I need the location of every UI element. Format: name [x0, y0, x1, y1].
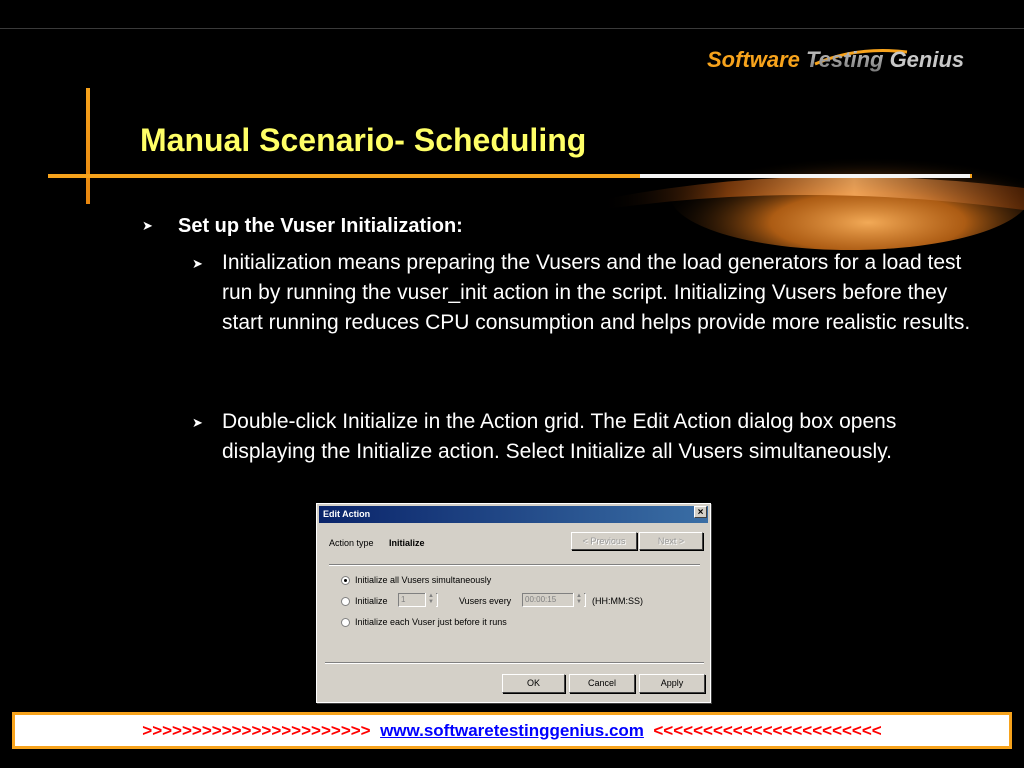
footer-suffix-arrows: <<<<<<<<<<<<<<<<<<<<<<<: [653, 721, 882, 740]
next-button[interactable]: Next >: [639, 532, 703, 550]
radio-initialize-gradual[interactable]: [341, 597, 350, 606]
vusers-every-label: Vusers every: [459, 596, 512, 606]
spin-down-icon[interactable]: ▼: [428, 599, 434, 605]
option-initialize-all-label: Initialize all Vusers simultaneously: [355, 575, 492, 585]
action-type-label: Action type: [329, 538, 374, 548]
brand-logo: [707, 42, 1012, 82]
dialog-title-bar[interactable]: [319, 506, 708, 523]
option-initialize-each-label: Initialize each Vuser just before it runs: [355, 617, 507, 627]
radio-initialize-all[interactable]: [341, 576, 350, 585]
spin-down-icon[interactable]: ▼: [576, 599, 582, 605]
radio-initialize-each[interactable]: [341, 618, 350, 627]
title-underline-highlight: [640, 174, 970, 178]
dialog-title: Edit Action: [323, 509, 371, 519]
logo-text-genius: Genius: [883, 47, 965, 72]
svg-text:Software Testing Genius: [707, 47, 964, 72]
footer-website-link[interactable]: www.softwaretestinggenius.com: [380, 721, 644, 740]
footer-banner: [12, 712, 1012, 749]
spin-up-icon[interactable]: ▲: [428, 593, 434, 599]
bullet-initialization-description: Initialization means preparing the Vusers and the load generators for a load test run by running the vuser_init action in the script. Initializing Vusers before they start running reduces CPU consumption and helps provide more realistic results.: [222, 251, 971, 334]
bullet-vuser-initialization: Set up the Vuser Initialization:: [178, 215, 463, 237]
interval-input[interactable]: 00:00:15: [522, 593, 586, 607]
interval-spinner[interactable]: [573, 593, 584, 607]
top-divider: [0, 28, 1024, 29]
vuser-count-input[interactable]: 1: [398, 593, 438, 607]
decorative-swoosh: [600, 70, 1024, 260]
footer-prefix-arrows: >>>>>>>>>>>>>>>>>>>>>>>: [142, 721, 371, 740]
previous-button[interactable]: < Previous: [571, 532, 637, 550]
chevron-right-icon: ➤: [192, 256, 203, 271]
ok-button[interactable]: OK: [502, 674, 565, 693]
bullet-double-click-instructions: Double-click Initialize in the Action grid. The Edit Action dialog box opens displaying the Initialize action. Select Initialize all Vusers simultaneously.: [222, 410, 897, 463]
action-type-value: Initialize: [389, 538, 425, 548]
cancel-button[interactable]: Cancel: [569, 674, 635, 693]
edit-action-dialog: [316, 503, 711, 703]
dialog-separator: [325, 662, 704, 664]
spin-up-icon[interactable]: ▲: [576, 593, 582, 599]
close-icon[interactable]: ×: [694, 506, 707, 518]
apply-button[interactable]: Apply: [639, 674, 705, 693]
logo-text-software: Software: [707, 47, 807, 72]
vuser-count-spinner[interactable]: [425, 593, 436, 607]
accent-vertical-bar: [86, 88, 90, 204]
interval-format-label: (HH:MM:SS): [592, 596, 643, 606]
footer-text: [15, 715, 1009, 746]
option-initialize-label: Initialize: [355, 596, 388, 606]
chevron-right-icon: ➤: [192, 415, 203, 430]
chevron-right-icon: ➤: [142, 218, 153, 233]
slide-title: Manual Scenario- Scheduling: [140, 122, 587, 158]
logo-text-testing: Testing: [806, 47, 884, 72]
